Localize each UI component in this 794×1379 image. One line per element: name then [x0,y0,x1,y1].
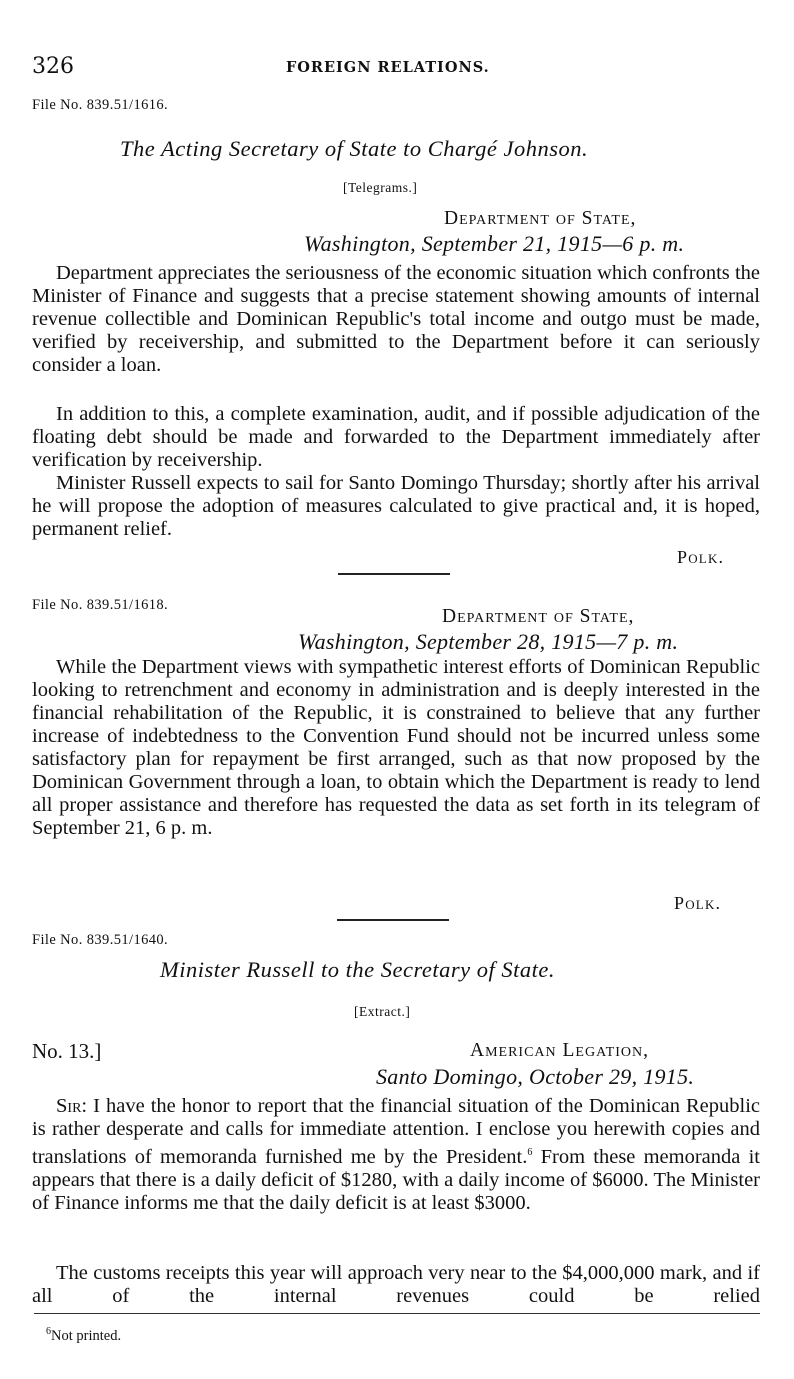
signature: Polk. [674,893,722,913]
file-number: File No. 839.51/1618. [32,597,169,613]
dateline: Washington, September 28, 1915—7 p. m. [298,629,679,654]
sender-office: Department of State, [442,606,635,627]
document-type: [Telegrams.] [343,180,418,195]
footnote-reference: 6 [527,1147,533,1158]
body-paragraph: Department appreciates the seriousness of the economic situation which confronts the Minister of Finance and suggests that a precise statement showing amounts of internal revenue collectible and Dominican Republic's total income and outgo must be made, verified by receivership, and submitted to the Department before it can seriously consider a loan. [32,262,760,376]
file-number: File No. 839.51/1640. [32,932,169,948]
body-paragraph [32,1095,760,1215]
dateline: Washington, September 21, 1915—6 p. m. [304,231,685,256]
page-number: 326 [32,54,74,79]
footnote-text: Not printed. [51,1327,122,1344]
salutation: Sir: [56,1095,88,1117]
dateline: Santo Domingo, October 29, 1915. [376,1064,695,1089]
body-text: I have the honor to report that the financial situation of the Dominican Republic is rather desperate and calls for immediate attention. I enclose you herewith copies and translations of memoranda furnished me by the President. [32,1095,761,1168]
sender-office: American Legation, [470,1040,649,1061]
body-paragraph: In addition to this, a complete examination, audit, and if possible adjudication of the floating debt should be made and forwarded to the Department immediately after verification by receivership. [32,403,760,471]
section-divider [338,573,450,575]
document-heading: The Acting Secretary of State to Chargé Johnson. [120,136,589,161]
signature: Polk. [677,547,725,567]
document-type: [Extract.] [354,1004,411,1019]
document-heading: Minister Russell to the Secretary of State. [160,957,555,982]
body-paragraph: While the Department views with sympathetic interest efforts of Dominican Republic looking to retrenchment and economy in administration and is deeply interested in the financial rehabilitation of the Republic, it is constrained to believe that any further increase of indebtedness to the Convention Fund should not be incurred unless some satisfactory plan for repayment be first arranged, such as that now proposed by the Dominican Government through a loan, to obtain which the Department is ready to lend all proper assistance and therefore has requested the data as set forth in its telegram of September 21, 6 p. m. [32,656,760,839]
running-title: FOREIGN RELATIONS. [286,59,490,76]
footnote [46,1326,121,1345]
sender-office: Department of State, [444,208,637,229]
file-number: File No. 839.51/1616. [32,97,169,113]
footnote-divider [34,1313,760,1314]
body-paragraph: The customs receipts this year will approach very near to the $4,000,000 mark, and if all of the internal revenues could be relied [32,1262,760,1307]
body-paragraph: Minister Russell expects to sail for Santo Domingo Thursday; shortly after his arrival he will propose the adoption of measures calculated to give practical and, it is hoped, permanent relief. [32,472,760,540]
despatch-number: No. 13.] [32,1039,102,1063]
section-divider [337,919,449,921]
body-text: From these memoranda it appears that there is a daily deficit of $1280, with a daily income of $6000. The Minister of Finance informs me that the daily deficit is at least $3000. [32,1145,760,1214]
footnote-marker: 6 [46,1326,51,1337]
